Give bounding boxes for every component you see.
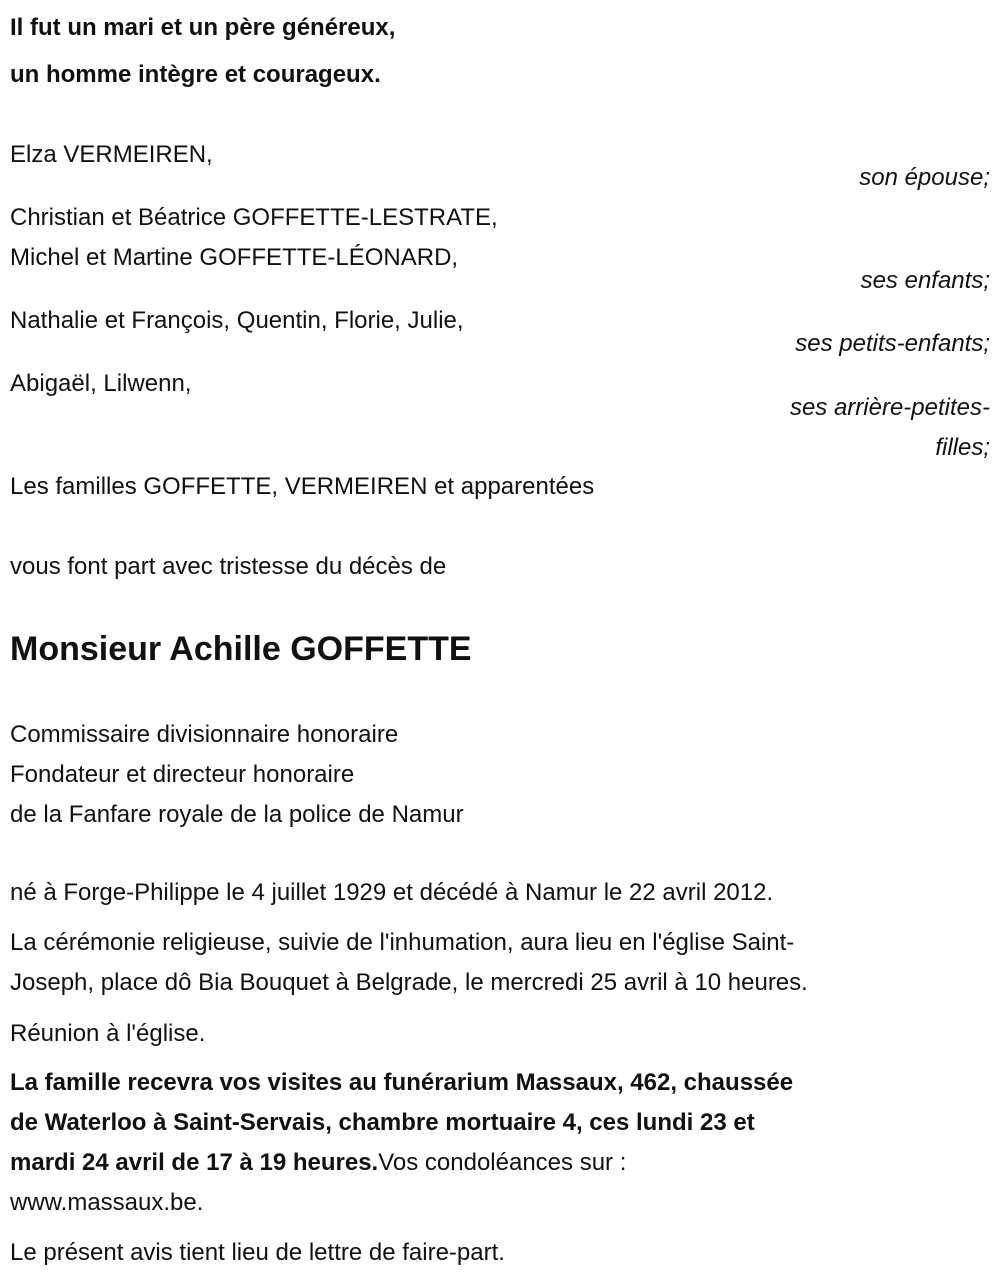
family-relation: filles; [935, 434, 990, 461]
family-relation: ses enfants; [860, 267, 990, 294]
epitaph-line-1: Il fut un mari et un père généreux, [10, 14, 396, 41]
family-relation: ses arrière-petites- [789, 394, 990, 421]
ceremony-line: La cérémonie religieuse, suivie de l'inhumation, aura lieu en l'église Saint- [10, 929, 795, 956]
family-name: Abigaël, Lilwenn, [10, 370, 192, 397]
family-name: Michel et Martine GOFFETTE-LÉONARD, [10, 244, 459, 271]
announcement: vous font part avec tristesse du décès de [10, 553, 447, 580]
condolences-label: Vos condoléances sur : [378, 1149, 627, 1176]
birth-death: né à Forge-Philippe le 4 juillet 1929 et décédé à Namur le 22 avril 2012. [10, 879, 774, 906]
family-relation: son épouse; [859, 164, 990, 191]
family-name: Elza VERMEIREN, [10, 141, 213, 168]
title-line: de la Fanfare royale de la police de Namur [10, 801, 464, 828]
visits-line: de Waterloo à Saint-Servais, chambre mortuaire 4, ces lundi 23 et [10, 1109, 755, 1136]
website-link[interactable]: www.massaux.be. [10, 1189, 204, 1216]
ceremony-line: Joseph, place dô Bia Bouquet à Belgrade, le mercredi 25 avril à 10 heures. [10, 969, 808, 996]
visits-hours: mardi 24 avril de 17 à 19 heures. [10, 1149, 379, 1176]
family-name: Christian et Béatrice GOFFETTE-LESTRATE, [10, 204, 498, 231]
title-line: Commissaire divisionnaire honoraire [10, 721, 399, 748]
title-line: Fondateur et directeur honoraire [10, 761, 355, 788]
visits-line-3 [10, 1143, 626, 1183]
family-name: Nathalie et François, Quentin, Florie, Julie, [10, 307, 464, 334]
families-line: Les familles GOFFETTE, VERMEIREN et apparentées [10, 473, 595, 500]
reunion: Réunion à l'église. [10, 1020, 206, 1047]
deceased-name: Monsieur Achille GOFFETTE [10, 630, 472, 668]
closing-note: Le présent avis tient lieu de lettre de faire-part. [10, 1239, 505, 1266]
visits-line: La famille recevra vos visites au funérarium Massaux, 462, chaussée [10, 1069, 794, 1096]
family-relation: ses petits-enfants; [795, 330, 990, 357]
epitaph-line-2: un homme intègre et courageux. [10, 61, 381, 88]
